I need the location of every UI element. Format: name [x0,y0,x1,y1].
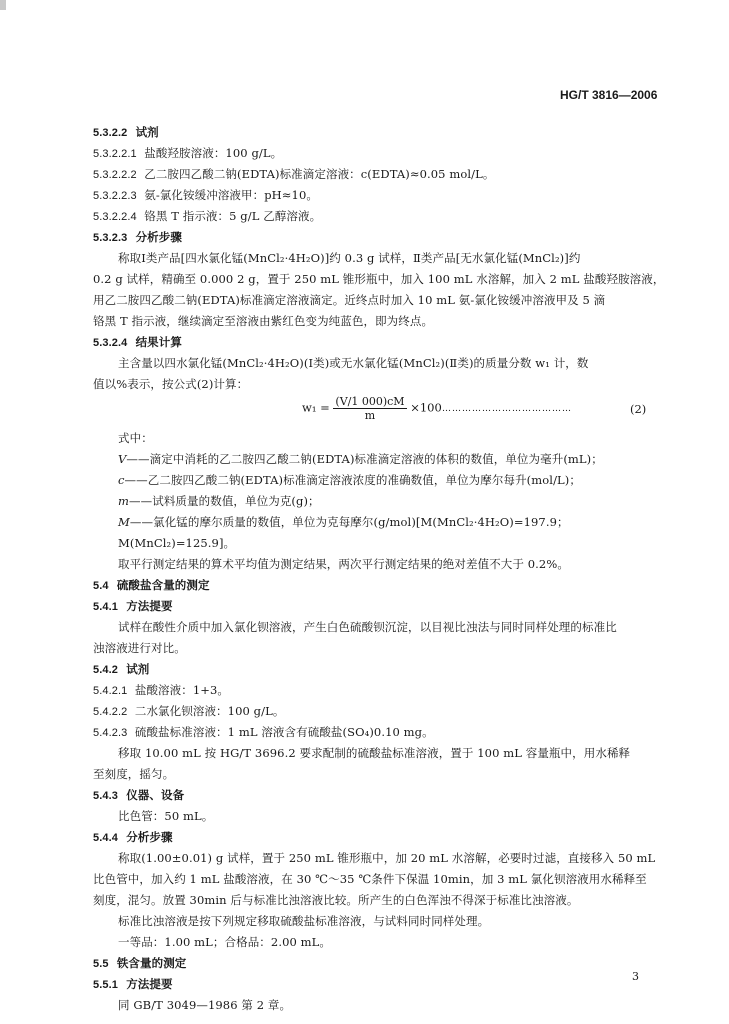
paragraph-line: 铬黑 T 指示液，继续滴定至溶液由紫红色变为纯蓝色，即为终点。 [93,314,434,328]
reagent-item: 5.3.2.2.3 氨-氯化铵缓冲溶液甲：pH≈10。 [93,188,318,202]
paragraph-line: 比色管：50 mL。 [118,809,214,823]
formula-number: (2) [630,402,647,416]
section-heading-method-2: 5.5.1 方法提要 [93,977,173,991]
section-heading-apparatus: 5.4.3 仪器、设备 [93,788,185,802]
paragraph-line: 比色管中，加入约 1 mL 盐酸溶液，在 30 ℃～35 ℃条件下保温 10min，加 3 mL 氯化钡溶液用水稀释至 [93,872,647,886]
section-heading-reagents-2: 5.4.2 试剂 [93,662,150,676]
reagent-item: 5.4.2.3 硫酸盐标准溶液：1 mL 溶液含有硫酸盐(SO₄)0.10 mg。 [93,725,434,739]
section-heading-method: 5.4.1 方法提要 [93,599,173,613]
reagent-item: 5.3.2.2.4 铬黑 T 指示液：5 g/L 乙醇溶液。 [93,209,322,223]
reagent-item: 5.3.2.2.2 乙二胺四乙酸二钠(EDTA)标准滴定溶液：c(EDTA)≈0.05 mol/L。 [93,167,495,181]
section-heading-reagents: 5.3.2.2 试剂 [93,125,159,139]
definition-line: m——试料质量的数值，单位为克(g)； [118,494,320,508]
formula-2 [302,395,442,422]
reagent-item: 5.4.2.1 盐酸溶液：1+3。 [93,683,230,697]
paragraph-line: 至刻度，摇匀。 [93,767,175,781]
formula-lhs: w₁ = [302,400,330,415]
formula-leader-dots: ………………………………… [442,404,572,414]
section-heading-result: 5.3.2.4 结果计算 [93,335,182,349]
formula-numerator: (V/1 000)cM [335,395,405,408]
paragraph-line: 移取 10.00 mL 按 HG/T 3696.2 要求配制的硫酸盐标准溶液，置于 100 mL 容量瓶中，用水稀释 [118,746,631,760]
section-heading-iron: 5.5 铁含量的测定 [93,956,187,970]
reagent-item: 5.3.2.2.1 盐酸羟胺溶液：100 g/L。 [93,146,283,160]
formula-denominator: m [364,409,376,422]
paragraph-line: 试样在酸性介质中加入氯化钡溶液，产生白色硫酸钡沉淀，以目视比浊法与同时同样处理的标准比 [118,620,617,634]
paragraph-line: 标准比浊溶液是按下列规定移取硫酸盐标准溶液，与试料同时同样处理。 [118,914,490,928]
formula-fraction [333,395,406,422]
definition-line: c——乙二胺四乙酸二钠(EDTA)标准滴定溶液浓度的准确数值，单位为摩尔每升(mol/L)； [118,473,581,487]
paragraph-line: 称取(1.00±0.01) g 试样，置于 250 mL 锥形瓶中，加 20 mL 水溶解，必要时过滤，直接移入 50 mL [118,851,656,865]
section-heading-sulfate: 5.4 硫酸盐含量的测定 [93,578,210,592]
section-heading-procedure-2: 5.4.4 分析步骤 [93,830,173,844]
precision-note: 取平行测定结果的算术平均值为测定结果，两次平行测定结果的绝对差值不大于 0.2%。 [118,557,569,571]
standard-code: HG/T 3816—2006 [560,88,658,102]
where-label: 式中： [118,431,153,445]
section-heading-procedure: 5.3.2.3 分析步骤 [93,230,182,244]
paragraph-line: 称取Ⅰ类产品[四水氯化锰(MnCl₂·4H₂O)]约 0.3 g 试样，Ⅱ类产品[无水氯化锰(MnCl₂)]约 [118,251,581,265]
paragraph-line: 浊溶液进行对比。 [93,641,186,655]
definition-line: M——氯化锰的摩尔质量的数值，单位为克每摩尔(g/mol)[M(MnCl₂·4H₂O)=197.9； [118,515,569,529]
paragraph-line: 0.2 g 试样，精确至 0.000 2 g，置于 250 mL 锥形瓶中，加入 100 mL 水溶解，加入 2 mL 盐酸羟胺溶液， [93,272,665,286]
paragraph-line: 一等品：1.00 mL；合格品：2.00 mL。 [118,935,332,949]
paragraph-line: 主含量以四水氯化锰(MnCl₂·4H₂O)(Ⅰ类)或无水氯化锰(MnCl₂)(Ⅱ类)的质量分数 w₁ 计，数 [118,356,589,370]
paragraph-line: 值以%表示，按公式(2)计算： [93,377,249,391]
scan-margin-mark [0,0,6,10]
reagent-item: 5.4.2.2 二水氯化钡溶液：100 g/L。 [93,704,285,718]
formula-rhs: ×100 [410,400,442,415]
paragraph-line: 用乙二胺四乙酸二钠(EDTA)标准滴定溶液滴定。近终点时加入 10 mL 氨-氯化铵缓冲溶液甲及 5 滴 [93,293,606,307]
definition-continuation: M(MnCl₂)=125.9]。 [118,536,236,550]
definition-line: V——滴定中消耗的乙二胺四乙酸二钠(EDTA)标准滴定溶液的体积的数值，单位为毫升(mL)； [118,452,603,466]
paragraph-line: 同 GB/T 3049—1986 第 2 章。 [118,998,292,1012]
page-number: 3 [632,970,639,983]
paragraph-line: 刻度，混匀。放置 30min 后与标准比浊溶液比较。所产生的白色浑浊不得深于标准比浊溶液。 [93,893,579,907]
